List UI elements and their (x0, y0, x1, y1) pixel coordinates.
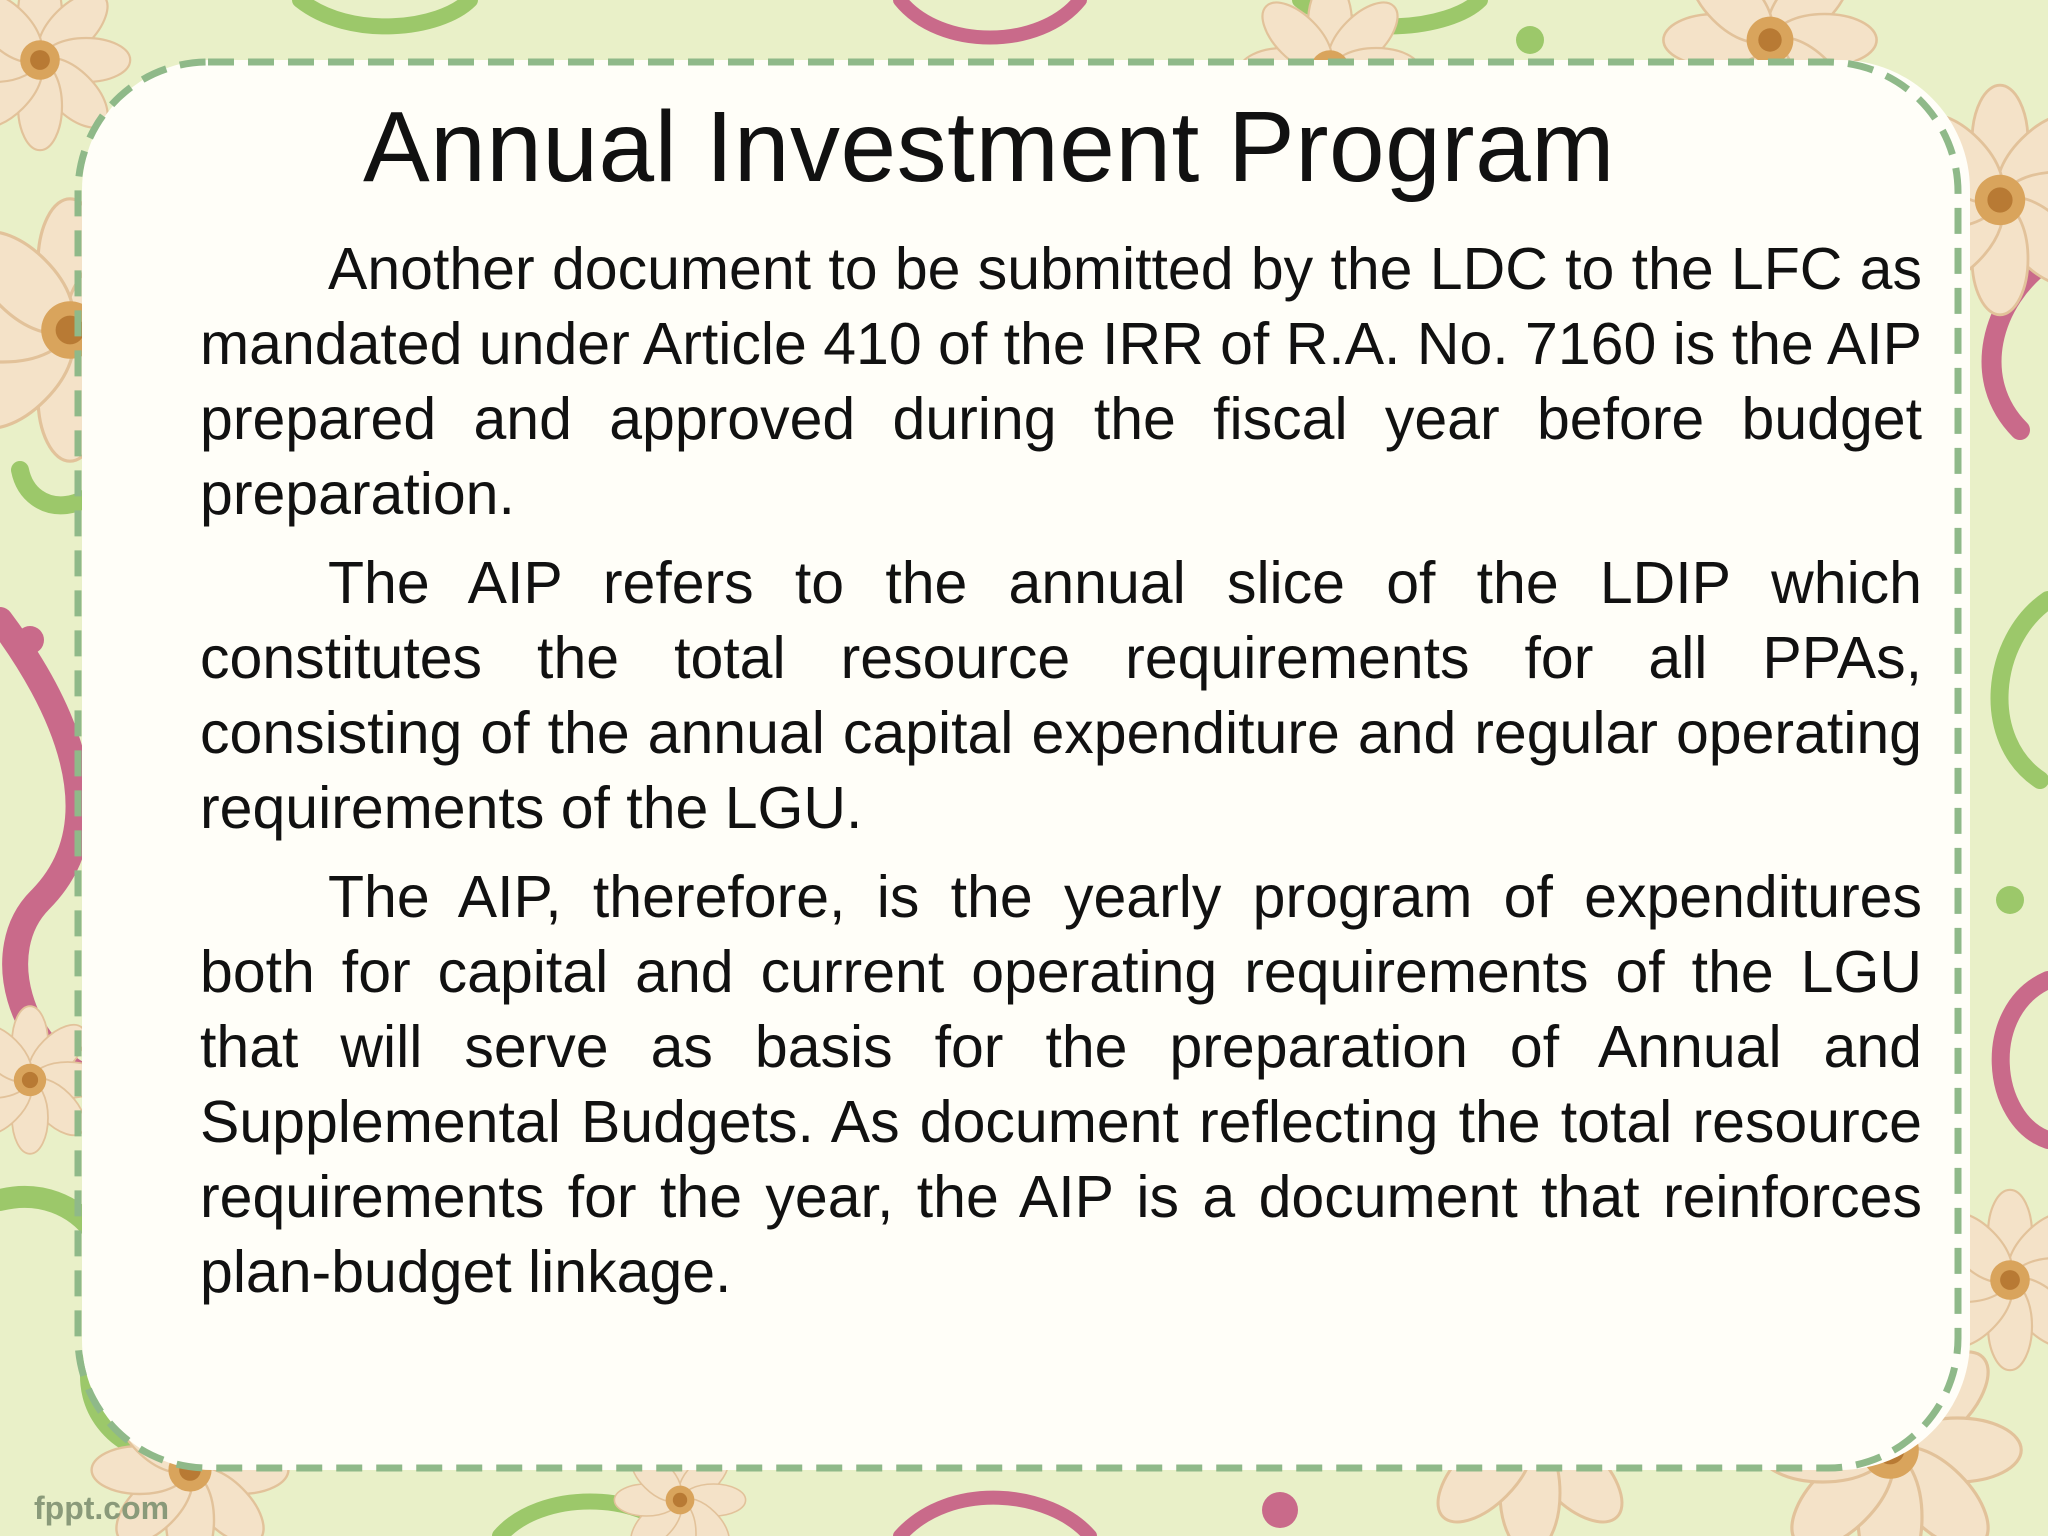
slide-body (200, 232, 1922, 1324)
paragraph-1: Another document to be submitted by the LDC to the LFC as mandated under Article 410 of the IRR of R.A. No. 7160 is the AIP prepared and approved during the fiscal year before budget preparation. (200, 236, 1922, 527)
paragraph-2: The AIP refers to the annual slice of the LDIP which constitutes the total resource requirements for all PPAs, consisting of the annual capital expenditure and regular operating requirements of the LGU. (200, 550, 1922, 841)
brand-watermark: fppt.com (34, 1490, 170, 1526)
slide-title: Annual Investment Program (362, 91, 1615, 203)
paragraph-3: The AIP, therefore, is the yearly program of expenditures both for capital and current operating requirements of the LGU that will serve as basis for the preparation of Annual and Supplemental Budgets. As document reflecting the total resource requirements for the year, the AIP is a document that reinforces plan-budget linkage. (200, 864, 1922, 1305)
